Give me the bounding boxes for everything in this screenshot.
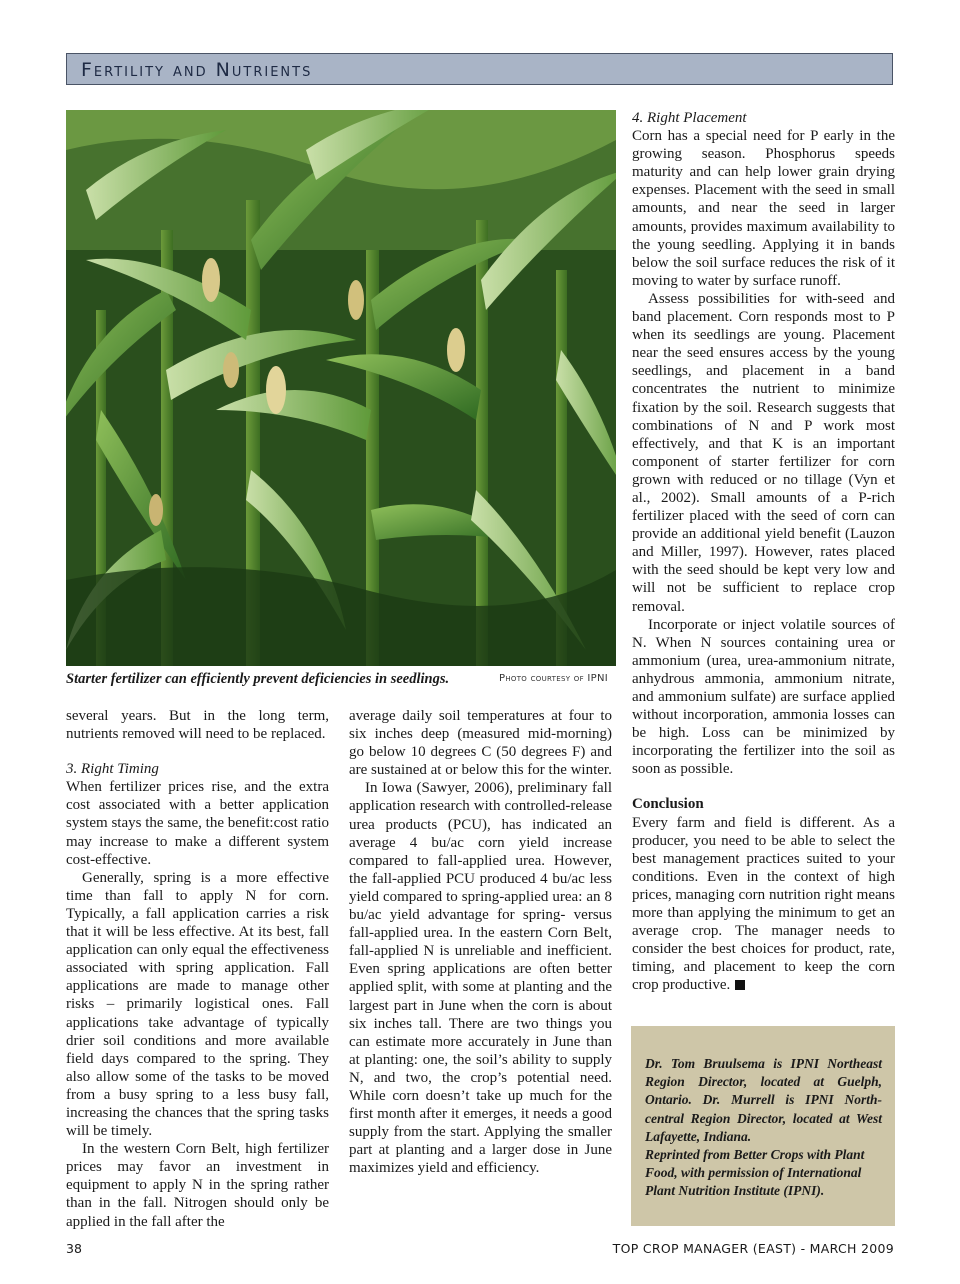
corn-field-photo [66,110,616,666]
paragraph: In the western Corn Belt, high fertilizer prices may favor an investment in equipment to apply N in the spring rather than in the fall. Nitrogen should only be applied in the fall after the [66,1141,329,1230]
reprint-notice: Reprinted from Better Crops with Plant Food, with permission of International Plant Nutrition Institute (IPNI). [645,1147,865,1199]
paragraph: When fertilizer prices rise, and the extra cost associated with a better application system stays the same, the benefit:cost ratio may increase to make a different system cost-effective. [66,779,329,868]
author-bio-box [631,1026,895,1226]
paragraph: several years. But in the long term, nutrients removed will need to be replaced. [66,708,329,743]
paragraph: Incorporate or inject volatile sources of N. When N sources containing urea or ammonium (urea, urea-ammonium nitrate, anhydrous ammonia, ammonium nitrate, and ammonium sulfate) are surface applied without incorporation, ammonia losses can be high. Loss can be minimized by incorporating the fertilizer into the soil as soon as possible. [632,616,895,778]
conclusion-text: Every farm and field is different. As a producer, you need to be able to select the best management practices suited to your conditions. Even in the context of high prices, managing corn nutrition right means more than applying the minimum to get an average crop. The manager needs to consider the best choices for product, rate, timing, and placement to keep the corn crop productive. [632,814,895,994]
end-of-article-mark [735,980,745,990]
subheading-right-placement: 4. Right Placement [632,110,747,126]
page-number: 38 [66,1241,82,1256]
subheading-conclusion: Conclusion [632,796,704,813]
column-1 [66,707,329,1231]
column-3 [632,109,895,995]
subheading-right-timing: 3. Right Timing [66,761,159,778]
section-header [66,53,893,85]
publication-footer: TOP CROP MANAGER (EAST) - MARCH 2009 [612,1241,894,1256]
paragraph: Generally, spring is a more effective time than fall to apply N for corn. Typically, a fall application carries a risk that it will be less effective. At its best, fall application can only equal the effectiveness associated with spring application. Fall applications are made to manage other risks – primarily logistical ones. Fall applications take advantage of typically drier soil conditions and more available field days compared to the spring. They also allow some of the tasks to be moved from a busy spring to a less busy fall, increasing the chances that the spring tasks will be timely. [66,869,329,1140]
paragraph: Assess possibilities for with-seed and band placement. Corn responds most to P when its seedlings are young. Placement near the seed ensures access by the young seedlings, and placement in a band concentrates the nutrient to minimize fixation by the soil. Research suggests that combinations of N and P work most effectively, and that K is an important component of starter fertilizer for corn grown with reduced or no tillage (Vyn et al., 2002). Small amounts of a P-rich fertilizer placed with the seed of corn can provide an additional yield benefit (Lauzon and Miller, 1997). However, rates placed with the seed should be kept very low and will not be sufficient to replace crop removal. [632,290,895,615]
photo-caption-row [66,671,616,691]
author-bio: Dr. Tom Bruulsema is IPNI Northeast Region Director, located at Guelph, Ontario. Dr. Murrell is IPNI North-central Region Director, located at West Lafayette, Indiana. [645,1056,882,1144]
paragraph: In Iowa (Sawyer, 2006), preliminary fall application research with controlled-release urea products (PCU), has indicated an average 4 bu/ac corn yield increase compared to fall-applied urea. However, the fall-applied PCU produced 4 bu/ac less yield compared to spring-applied urea: an 8 bu/ac yield advantage for spring- versus fall-applied urea. In the eastern Corn Belt, fall-applied N is unreliable and inefficient. Even spring applications are often better applied split, with some at planting and the largest part in June when the corn is about six inches tall. There are two things you can estimate more accurately in June than at planting: one, the soil’s ability to supply N, and two, the crop’s potential need. While corn doesn’t take up much for the first month after it emerges, it needs a good supply from the start. Applying the smaller part at planting and a larger dose in June maximizes yield and efficiency. [349,780,612,1177]
paragraph: average daily soil temperatures at four to six inches deep (measured mid-morning) go below 10 degrees C (50 degrees F) and are sustained at or below this for the winter. [349,708,612,779]
paragraph-conclusion [632,814,895,995]
section-title: Fertility and Nutrients [81,59,313,81]
photo-caption: Starter fertilizer can efficiently prevent deficiencies in seedlings. [66,671,450,687]
column-2 [349,707,612,1177]
photo-credit: Photo courtesy of IPNI [499,673,608,684]
paragraph: Corn has a special need for P early in the growing season. Phosphorus speeds maturity and can help lower grain drying expenses. Placement with the seed in small amounts, and near the seed in larger amounts, provides maximum availability to the young seedling. Applying it in bands below the soil surface reduces the risk of it moving to water by surface runoff. [632,128,895,289]
corn-photo-illustration [66,110,616,666]
